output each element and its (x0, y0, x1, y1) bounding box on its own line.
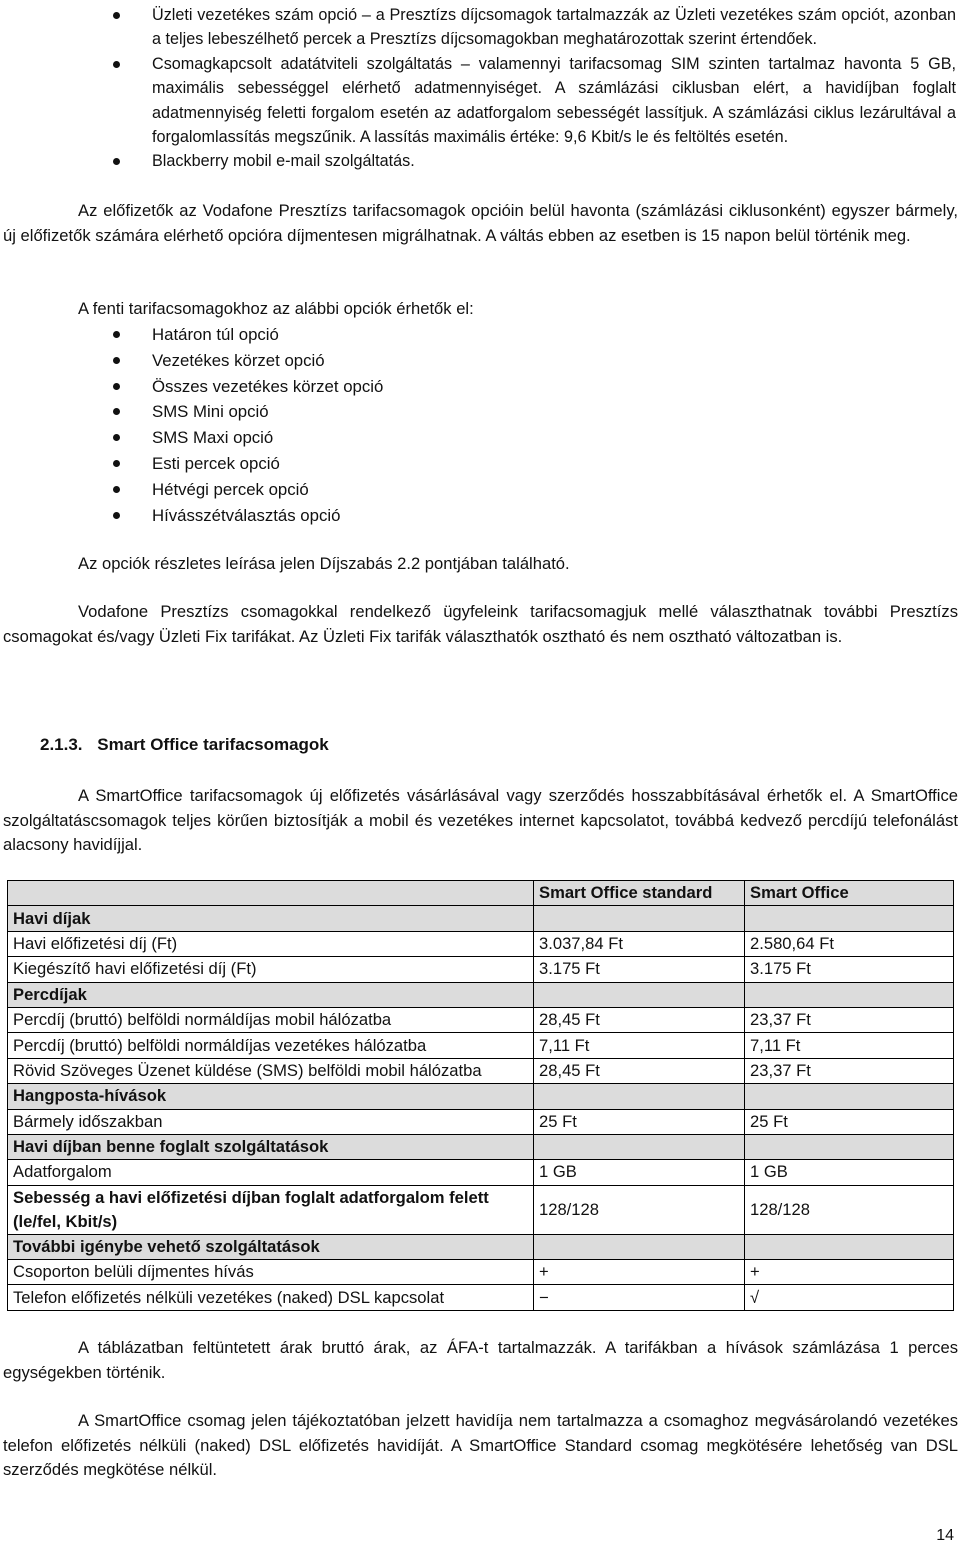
table-cell (745, 1084, 954, 1109)
table-row-label: Percdíjak (8, 982, 534, 1007)
section-heading (40, 735, 329, 755)
options-bullet-list (0, 322, 960, 528)
options-reference-paragraph: Az opciók részletes leírása jelen Díjszabás 2.2 pontjában található. (78, 554, 570, 573)
table-cell: 1 GB (745, 1160, 954, 1185)
table-row (8, 1058, 954, 1083)
list-item: Határon túl opció (0, 322, 960, 348)
list-item: Blackberry mobil e-mail szolgáltatás. (0, 149, 960, 173)
prices-note-paragraph: A táblázatban feltüntetett árak bruttó árak, az ÁFA-t tartalmazzák. A tarifákban a hívások számlázása 1 perces egységekben történik. (3, 1338, 958, 1382)
dsl-note-paragraph: A SmartOffice csomag jelen tájékoztatóban jelzett havidíja nem tartalmazza a csomaghoz megvásárolandó vezetékes telefon előfizetés nélküli (naked) DSL előfizetés havidíját. A SmartOffice Standard csomag megkötésére lehetőség van DSL szerződés megkötése nélkül. (3, 1411, 958, 1480)
table-header-row (8, 881, 954, 906)
list-item: Hívásszétválasztás opció (0, 503, 960, 529)
list-item: SMS Mini opció (0, 399, 960, 425)
list-item: Hétvégi percek opció (0, 477, 960, 503)
table-row (8, 1260, 954, 1285)
table-cell: 2.580,64 Ft (745, 931, 954, 956)
table-cell: 1 GB (534, 1160, 745, 1185)
table-cell (745, 982, 954, 1007)
table-cell: 7,11 Ft (534, 1033, 745, 1058)
table-cell: 25 Ft (745, 1109, 954, 1134)
page-number: 14 (936, 1527, 954, 1544)
smartoffice-intro-paragraph: A SmartOffice tarifacsomagok új előfizetés vásárlásával vagy szerződés hosszabbításával érhetők el. A SmartOffice szolgáltatáscsomagok teljes körűen biztosítják a mobil és vezetékes internet kapcsolatot, továbbá kedvező percdíjú telefonálást alacsony havidíjjal. (3, 786, 958, 855)
table-cell: 25 Ft (534, 1109, 745, 1134)
table-row-label: További igénybe vehető szolgáltatások (8, 1234, 534, 1259)
table-cell: + (745, 1260, 954, 1285)
table-row (8, 1285, 954, 1310)
table-cell (534, 1234, 745, 1259)
table-row (8, 1007, 954, 1032)
table-row-label: Havi díjban benne foglalt szolgáltatások (8, 1134, 534, 1159)
table-cell (534, 1084, 745, 1109)
table-section-row (8, 1234, 954, 1259)
table-row-label: Adatforgalom (8, 1160, 534, 1185)
table-section-row (8, 982, 954, 1007)
list-item: SMS Maxi opció (0, 425, 960, 451)
migration-paragraph: Az előfizetők az Vodafone Presztízs tarifacsomagok opcióin belül havonta (számlázási ciklusonként) egyszer bármely, új előfizetők számára elérhető opcióra díjmentesen migrálhatnak. A váltás ebben az esetben is 15 napon belül történik meg. (3, 201, 958, 245)
table-row-label: Csoporton belüli díjmentes hívás (8, 1260, 534, 1285)
list-item: Összes vezetékes körzet opció (0, 374, 960, 400)
section-number: 2.1.3. (40, 735, 83, 754)
table-cell (534, 982, 745, 1007)
table-row-label: Bármely időszakban (8, 1109, 534, 1134)
table-header-cell (8, 881, 534, 906)
table-row-label: Sebesség a havi előfizetési díjban foglalt adatforgalom felett (le/fel, Kbit/s) (8, 1185, 534, 1234)
table-row (8, 1109, 954, 1134)
table-cell (745, 1134, 954, 1159)
table-row-label: Telefon előfizetés nélküli vezetékes (naked) DSL kapcsolat (8, 1285, 534, 1310)
table-section-row (8, 1134, 954, 1159)
table-cell: 3.037,84 Ft (534, 931, 745, 956)
table-cell: 23,37 Ft (745, 1007, 954, 1032)
table-cell: 128/128 (745, 1185, 954, 1234)
list-item: Csomagkapcsolt adatátviteli szolgáltatás – valamennyi tarifacsomag SIM szinten tartalmaz havonta 5 GB, maximális sebességgel elérhető adatmennyiséget. A számlázási ciklusban elért, a havidíjban foglalt adatmennyiség feletti forgalom esetén az adatforgalom sebességét lassítjuk. A számlázási ciklus lezárultával a forgalomlassítás megszűnik. A lassítás maximális értéke: 9,6 Kbit/s le és feltöltés esetén. (0, 52, 960, 150)
table-row-label: Percdíj (bruttó) belföldi normáldíjas mobil hálózatba (8, 1007, 534, 1032)
table-section-row (8, 1084, 954, 1109)
list-item: Vezetékes körzet opció (0, 348, 960, 374)
table-cell (534, 1134, 745, 1159)
table-cell: 3.175 Ft (534, 957, 745, 982)
table-cell: 7,11 Ft (745, 1033, 954, 1058)
table-cell (745, 906, 954, 931)
table-header-cell: Smart Office standard (534, 881, 745, 906)
table-cell: √ (745, 1285, 954, 1310)
table-cell: − (534, 1285, 745, 1310)
table-cell: 3.175 Ft (745, 957, 954, 982)
tariff-table (7, 880, 954, 1311)
table-row (8, 957, 954, 982)
list-item: Üzleti vezetékes szám opció – a Presztízs díjcsomagok tartalmazzák az Üzleti vezetékes szám opciót, azonban a teljes lebeszélhető percek a Presztízs díjcsomagokban meghatározottak szerint értendőek. (0, 3, 960, 52)
table-row-label: Havi előfizetési díj (Ft) (8, 931, 534, 956)
table-row (8, 931, 954, 956)
list-item: Esti percek opció (0, 451, 960, 477)
table-row-label: Hangposta-hívások (8, 1084, 534, 1109)
table-cell (534, 906, 745, 931)
table-row (8, 1160, 954, 1185)
table-cell: 28,45 Ft (534, 1058, 745, 1083)
table-cell (745, 1234, 954, 1259)
table-section-row (8, 906, 954, 931)
table-row-label: Havi díjak (8, 906, 534, 931)
table-row-label: Percdíj (bruttó) belföldi normáldíjas vezetékes hálózatba (8, 1033, 534, 1058)
table-cell: 23,37 Ft (745, 1058, 954, 1083)
table-row (8, 1033, 954, 1058)
table-row (8, 1185, 954, 1234)
table-header-cell: Smart Office (745, 881, 954, 906)
feature-bullet-list (0, 3, 960, 174)
table-row-label: Kiegészítő havi előfizetési díj (Ft) (8, 957, 534, 982)
table-cell: + (534, 1260, 745, 1285)
presztizs-paragraph: Vodafone Presztízs csomagokkal rendelkező ügyfeleink tarifacsomagjuk mellé választhatnak további Presztízs csomagokat és/vagy Üzleti Fix tarifákat. Az Üzleti Fix tarifák választhatók osztható és nem osztható változatban is. (3, 602, 958, 646)
table-cell: 28,45 Ft (534, 1007, 745, 1032)
options-intro-paragraph: A fenti tarifacsomagokhoz az alábbi opciók érhetők el: (78, 299, 474, 318)
section-title: Smart Office tarifacsomagok (97, 735, 329, 754)
table-cell: 128/128 (534, 1185, 745, 1234)
table-row-label: Rövid Szöveges Üzenet küldése (SMS) belföldi mobil hálózatba (8, 1058, 534, 1083)
